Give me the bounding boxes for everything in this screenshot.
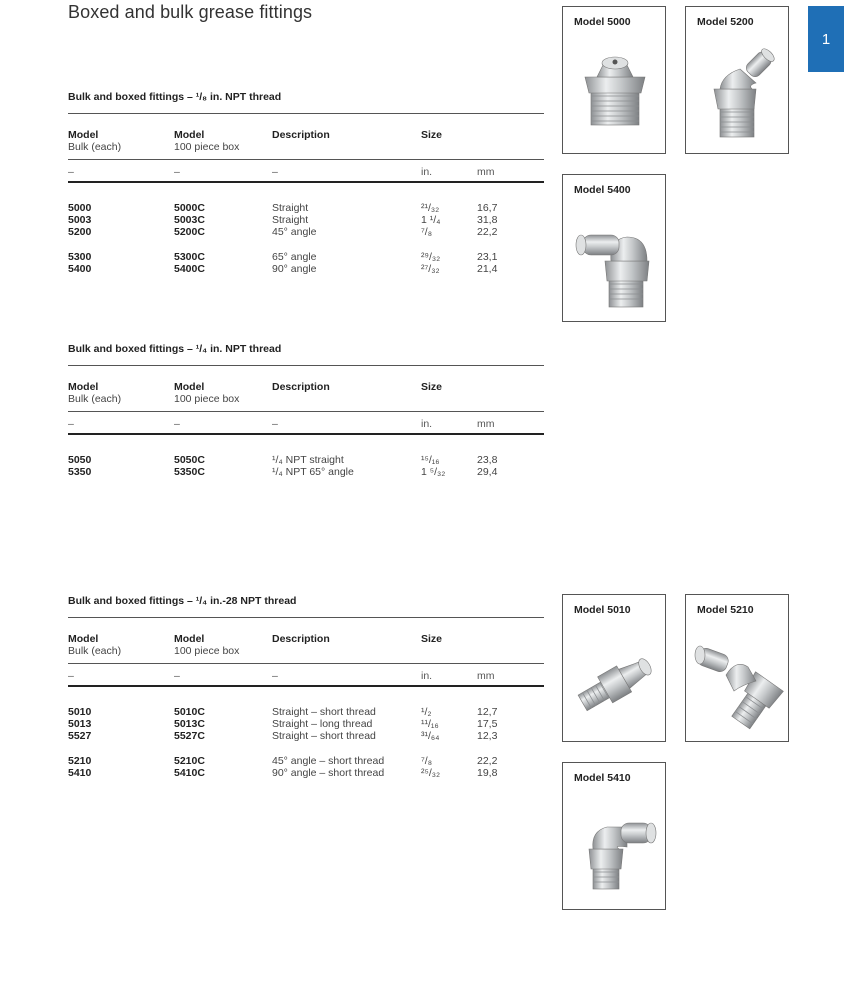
description: Straight – long thread (272, 718, 373, 730)
table-group (477, 706, 497, 742)
table-group (421, 755, 440, 779)
90-degree-short-fitting-icon (563, 787, 667, 909)
size-mm: 16,7 (477, 202, 498, 214)
divider (68, 113, 544, 114)
product-label: Model 5000 (574, 16, 631, 28)
size-mm: 31,8 (477, 214, 498, 226)
col-header-description: Description (272, 633, 330, 645)
col-header-model-bulk-sub: Bulk (each) (68, 393, 122, 405)
description: ¹/₄ NPT 65° angle (272, 466, 354, 478)
size-in: ²¹/₃₂ (421, 202, 440, 214)
table-group (174, 706, 205, 742)
divider (68, 159, 544, 160)
section-1-eighth-npt (68, 91, 544, 281)
description: Straight (272, 202, 309, 214)
bulk-model: 5050 (68, 454, 92, 466)
size-mm: 22,2 (477, 755, 498, 767)
90-degree-fitting-icon (563, 199, 667, 321)
bulk-model: 5400 (68, 263, 92, 275)
table-group (272, 202, 317, 238)
box-model: 5003C (174, 214, 205, 226)
col-header-model-bulk-sub: Bulk (each) (68, 141, 122, 153)
product-label: Model 5400 (574, 184, 631, 196)
unit-dash: – (174, 418, 180, 430)
size-in: ³¹/₆₄ (421, 730, 440, 742)
description: Straight – short thread (272, 706, 376, 718)
section-title: Bulk and boxed fittings – ¹/₄ in. NPT thread (68, 343, 282, 355)
box-model: 5400C (174, 263, 205, 275)
col-header-description: Description (272, 381, 330, 393)
size-mm: 23,8 (477, 454, 498, 466)
unit-dash: – (272, 418, 278, 430)
table-group (272, 755, 384, 779)
size-in: ¹¹/₁₆ (421, 718, 439, 730)
unit-dash: – (272, 670, 278, 682)
page-title: Boxed and bulk grease fittings (68, 2, 313, 22)
unit-dash: – (272, 166, 278, 178)
divider-thick (68, 685, 544, 687)
description: 90° angle – short thread (272, 767, 385, 779)
product-card-5200 (685, 6, 789, 154)
box-model: 5050C (174, 454, 205, 466)
product-card-5010 (562, 594, 666, 742)
divider (68, 663, 544, 664)
product-label: Model 5210 (697, 604, 754, 616)
unit-mm: mm (477, 418, 495, 430)
description: 45° angle (272, 226, 317, 238)
bulk-model: 5003 (68, 214, 92, 226)
col-header-size: Size (421, 633, 443, 645)
section-2-quarter-npt (68, 343, 544, 493)
size-mm: 21,4 (477, 263, 498, 275)
unit-dash: – (68, 166, 74, 178)
size-in: ¹⁵/₁₆ (421, 454, 440, 466)
bulk-model: 5200 (68, 226, 92, 238)
col-header-model-box-sub: 100 piece box (174, 393, 240, 405)
table-group (68, 202, 91, 238)
section-title: Bulk and boxed fittings – ¹/₄ in.-28 NPT thread (68, 595, 297, 607)
table-group (174, 202, 205, 238)
product-card-5000 (562, 6, 666, 154)
product-label: Model 5410 (574, 772, 631, 784)
divider-thick (68, 433, 544, 435)
table-group (174, 454, 205, 478)
col-header-model-bulk: Model (68, 129, 99, 141)
col-header-model-bulk: Model (68, 633, 99, 645)
size-in: ²⁹/₃₂ (421, 251, 441, 263)
straight-fitting-icon (563, 31, 667, 153)
description: Straight (272, 214, 309, 226)
product-label: Model 5200 (697, 16, 754, 28)
box-model: 5410C (174, 767, 205, 779)
size-in: ¹/₂ (421, 706, 432, 718)
table-group (174, 755, 205, 779)
bulk-model: 5210 (68, 755, 92, 767)
unit-in: in. (421, 670, 433, 682)
chapter-number: 1 (821, 30, 831, 48)
size-mm: 17,5 (477, 718, 498, 730)
bulk-model: 5300 (68, 251, 92, 263)
unit-mm: mm (477, 670, 495, 682)
description: Straight – short thread (272, 730, 376, 742)
table-group (421, 251, 440, 275)
col-header-model-box-sub: 100 piece box (174, 645, 240, 657)
table-group (272, 706, 376, 742)
size-mm: 12,7 (477, 706, 498, 718)
box-model: 5300C (174, 251, 205, 263)
size-in: ²⁷/₃₂ (421, 263, 440, 275)
box-model: 5000C (174, 202, 205, 214)
45-degree-short-fitting-icon (686, 619, 790, 741)
bulk-model: 5350 (68, 466, 92, 478)
size-in: ²⁵/₃₂ (421, 767, 441, 779)
product-card-5210 (685, 594, 789, 742)
bulk-model: 5010 (68, 706, 92, 718)
size-mm: 22,2 (477, 226, 498, 238)
size-mm: 19,8 (477, 767, 498, 779)
unit-dash: – (68, 670, 74, 682)
col-header-model-bulk: Model (68, 381, 99, 393)
unit-in: in. (421, 166, 433, 178)
size-mm: 23,1 (477, 251, 498, 263)
col-header-model-box: Model (174, 129, 205, 141)
section-title: Bulk and boxed fittings – ¹/₈ in. NPT thread (68, 91, 282, 103)
table-group (68, 454, 91, 478)
box-model: 5527C (174, 730, 205, 742)
unit-dash: – (174, 166, 180, 178)
table-group (421, 706, 439, 742)
col-header-size: Size (421, 129, 443, 141)
product-card-5410 (562, 762, 666, 910)
size-in: ⁷/₈ (421, 226, 433, 238)
bulk-model: 5527 (68, 730, 92, 742)
box-model: 5350C (174, 466, 205, 478)
divider (68, 365, 544, 366)
table-group (477, 755, 497, 779)
col-header-description: Description (272, 129, 330, 141)
table-group (421, 202, 440, 238)
description: 45° angle – short thread (272, 755, 385, 767)
table-group (272, 251, 317, 275)
product-label: Model 5010 (574, 604, 631, 616)
box-model: 5010C (174, 706, 205, 718)
table-group (477, 454, 497, 478)
size-in: ⁷/₈ (421, 755, 433, 767)
table-group (421, 454, 445, 478)
box-model: 5013C (174, 718, 205, 730)
size-mm: 29,4 (477, 466, 498, 478)
size-in: 1 ⁵/₃₂ (421, 466, 446, 478)
unit-mm: mm (477, 166, 495, 178)
col-header-model-box: Model (174, 381, 205, 393)
table-group (68, 251, 91, 275)
unit-dash: – (68, 418, 74, 430)
size-in: 1 ¹/₄ (421, 214, 441, 226)
col-header-model-box: Model (174, 633, 205, 645)
table-group (68, 706, 91, 742)
product-card-5400 (562, 174, 666, 322)
col-header-size: Size (421, 381, 443, 393)
straight-short-fitting-icon (563, 619, 667, 741)
divider-thick (68, 181, 544, 183)
bulk-model: 5013 (68, 718, 92, 730)
45-degree-fitting-icon (686, 31, 790, 153)
divider (68, 617, 544, 618)
description: ¹/₄ NPT straight (272, 454, 344, 466)
size-mm: 12,3 (477, 730, 498, 742)
box-model: 5210C (174, 755, 205, 767)
table-group (477, 202, 497, 238)
table-group (68, 755, 91, 779)
description: 65° angle (272, 251, 317, 263)
table-group (272, 454, 354, 478)
unit-dash: – (174, 670, 180, 682)
col-header-model-bulk-sub: Bulk (each) (68, 645, 122, 657)
col-header-model-box-sub: 100 piece box (174, 141, 240, 153)
section-3-quarter-28-npt (68, 595, 544, 795)
box-model: 5200C (174, 226, 205, 238)
chapter-tab[interactable] (808, 6, 844, 72)
bulk-model: 5410 (68, 767, 92, 779)
bulk-model: 5000 (68, 202, 92, 214)
description: 90° angle (272, 263, 317, 275)
divider (68, 411, 544, 412)
table-group (477, 251, 497, 275)
table-group (174, 251, 205, 275)
unit-in: in. (421, 418, 433, 430)
